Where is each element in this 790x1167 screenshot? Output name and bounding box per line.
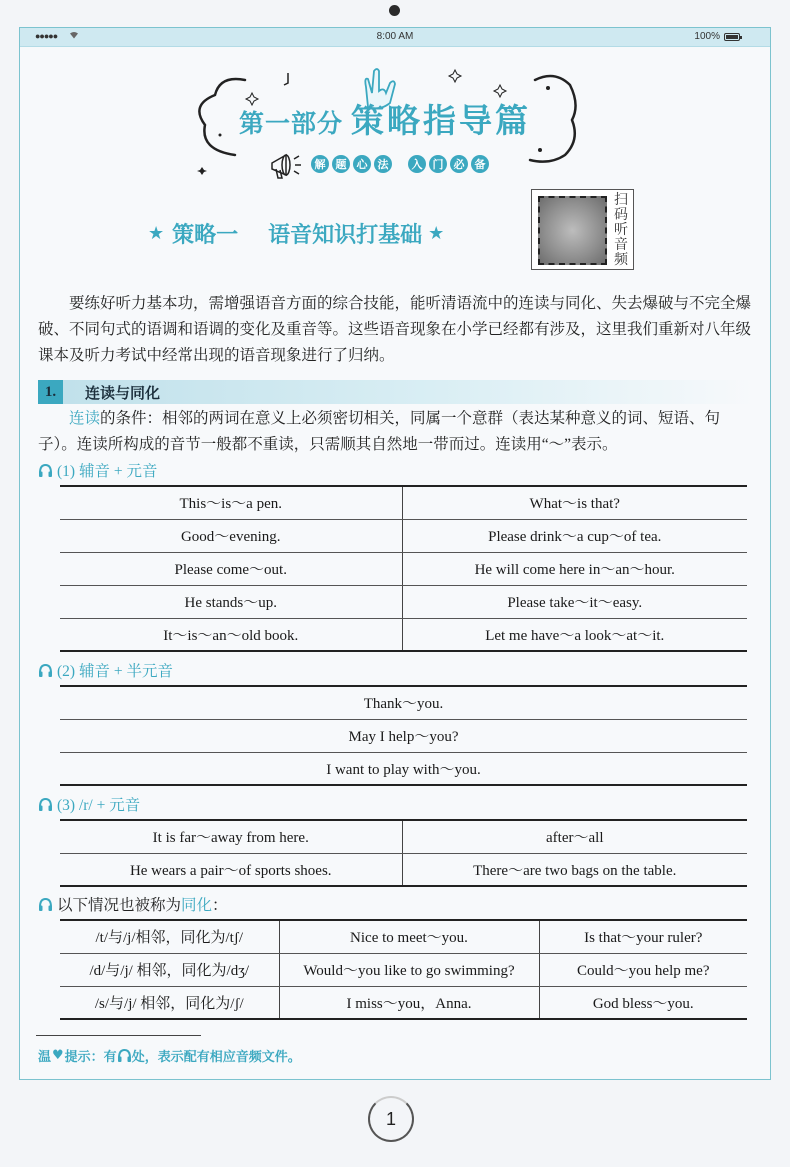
subheading-label: (3) /r/ + 元音 [57, 797, 141, 814]
slogan-char: 入 [408, 155, 426, 173]
table-row [60, 618, 747, 651]
subheading-label: (1) 辅音 + 元音 [57, 463, 158, 480]
table-cell: He wears a pair～of sports shoes. [60, 853, 402, 886]
strategy-title: 语音知识打基础 [268, 223, 423, 248]
table-cell: Would～you like to go swimming? [279, 953, 539, 986]
table-cell: He stands～up. [60, 585, 402, 618]
headphones-icon[interactable] [38, 797, 53, 812]
table-cell: This～is～a pen. [60, 486, 402, 519]
assimilation-table [60, 919, 747, 1020]
assimilation-heading [38, 893, 228, 915]
status-bar [20, 28, 770, 47]
table-cell: Nice to meet～you. [279, 920, 539, 953]
table-cell: Could～you help me? [539, 953, 747, 986]
table-cell: May I help～you? [60, 719, 747, 752]
liaison-paragraph [38, 406, 754, 458]
subheading-3 [38, 793, 140, 815]
table-cell: /t/与/j/相邻，同化为/tʃ/ [60, 920, 279, 953]
status-time: 8:00 AM [376, 31, 414, 42]
table-cell: Is that～your ruler? [539, 920, 747, 953]
heart-icon: ♥ [52, 1048, 64, 1063]
slogan-char: 解 [311, 155, 329, 173]
table-cell: Please take～it～easy. [402, 585, 747, 618]
slogan-char: 必 [450, 155, 468, 173]
headphones-icon[interactable] [38, 463, 53, 478]
intro-paragraph: 要练好听力基本功，需增强语音方面的综合技能，能听清语流中的连读与同化、失去爆破与不完全爆破、不同句式的语调和语调的变化及重音等。这些语音现象在小学已经都有涉及，这里我们重新对八年级课本及听力考试中经常出现的语音现象进行了归纳。 [38, 295, 752, 364]
battery-percent: 100% [694, 31, 720, 42]
slogan-char: 备 [471, 155, 489, 173]
liaison-table-1 [60, 485, 747, 652]
table-cell: after～all [402, 820, 747, 853]
paragraph-text: 的条件：相邻的两词在意义上必须密切相关，同属一个意群（表达某种意义的词、短语、句子）。连读所构成的音节一般都不重读，只需顺其自然地一带而过。连读用“～”表示。 [38, 410, 721, 453]
label-suffix: ： [212, 897, 228, 914]
table-row [60, 585, 747, 618]
table-cell: Thank～you. [60, 686, 747, 719]
section-number: 1. [38, 380, 63, 404]
table-cell: Good～evening. [60, 519, 402, 552]
battery-icon [724, 33, 740, 41]
table-cell: What～is that? [402, 486, 747, 519]
star-icon: ★ [148, 223, 165, 244]
liaison-table-3 [60, 819, 747, 887]
part-banner [180, 55, 580, 190]
table-cell: God bless～you. [539, 986, 747, 1019]
headphones-icon[interactable] [38, 897, 53, 912]
table-row [60, 486, 747, 519]
slogan-char: 法 [374, 155, 392, 173]
slogan [311, 155, 489, 173]
battery-fill [726, 35, 738, 39]
section-title: 连读与同化 [85, 383, 161, 402]
table-cell: There～are two bags on the table. [402, 853, 747, 886]
part-main-title: 策略指导篇 [351, 101, 531, 140]
slogan-char: 心 [353, 155, 371, 173]
headphones-icon [117, 1048, 132, 1063]
qr-label: 扫码听音频 [614, 192, 628, 268]
table-cell: Please come～out. [60, 552, 402, 585]
slogan-char: 门 [429, 155, 447, 173]
table-row [60, 752, 747, 785]
table-row [60, 519, 747, 552]
camera-dot [389, 5, 400, 16]
table-cell: I miss～you，Anna. [279, 986, 539, 1019]
part-title [235, 95, 535, 142]
qr-code-icon[interactable] [538, 196, 607, 265]
megaphone-icon [268, 151, 306, 181]
table-row [60, 986, 747, 1019]
tip-label: 提示：有 [64, 1050, 117, 1065]
table-row [60, 953, 747, 986]
subheading-1 [38, 459, 157, 481]
subheading-2 [38, 659, 173, 681]
table-row [60, 820, 747, 853]
assimilation-label: 以下情况也被称为 [57, 897, 182, 914]
slogan-char: 题 [332, 155, 350, 173]
term-highlight: 连读 [69, 410, 101, 427]
term-highlight: 同化 [181, 897, 213, 914]
table-row [60, 719, 747, 752]
tip-prefix: 温 [38, 1050, 52, 1065]
page-number: 1 [368, 1096, 414, 1142]
table-cell: /s/与/j/ 相邻，同化为/ʃ/ [60, 986, 279, 1019]
table-cell: /d/与/j/ 相邻，同化为/dʒ/ [60, 953, 279, 986]
table-cell: It～is～an～old book. [60, 618, 402, 651]
table-cell: It is far～away from here. [60, 820, 402, 853]
section-header [38, 380, 753, 404]
table-row [60, 686, 747, 719]
table-cell: Let me have～a look～at～it. [402, 618, 747, 651]
footnote-divider [36, 1035, 201, 1036]
signal-icon: ●●●●● [35, 31, 58, 41]
strategy-number: 策略一 [172, 223, 239, 248]
table-row [60, 920, 747, 953]
strategy-heading [148, 218, 444, 249]
qr-code-box[interactable] [531, 189, 634, 270]
tip-note [38, 1046, 301, 1065]
table-cell: I want to play with～you. [60, 752, 747, 785]
table-row [60, 552, 747, 585]
subheading-label: (2) 辅音 + 半元音 [57, 663, 173, 680]
headphones-icon[interactable] [38, 663, 53, 678]
part-label: 第一部分 [238, 109, 343, 138]
star-icon: ★ [428, 223, 445, 244]
table-cell: Please drink～a cup～of tea. [402, 519, 747, 552]
table-cell: He will come here in～an～hour. [402, 552, 747, 585]
table-row [60, 853, 747, 886]
tip-suffix: 处，表示配有相应音频文件。 [131, 1050, 301, 1065]
liaison-table-2 [60, 685, 747, 786]
